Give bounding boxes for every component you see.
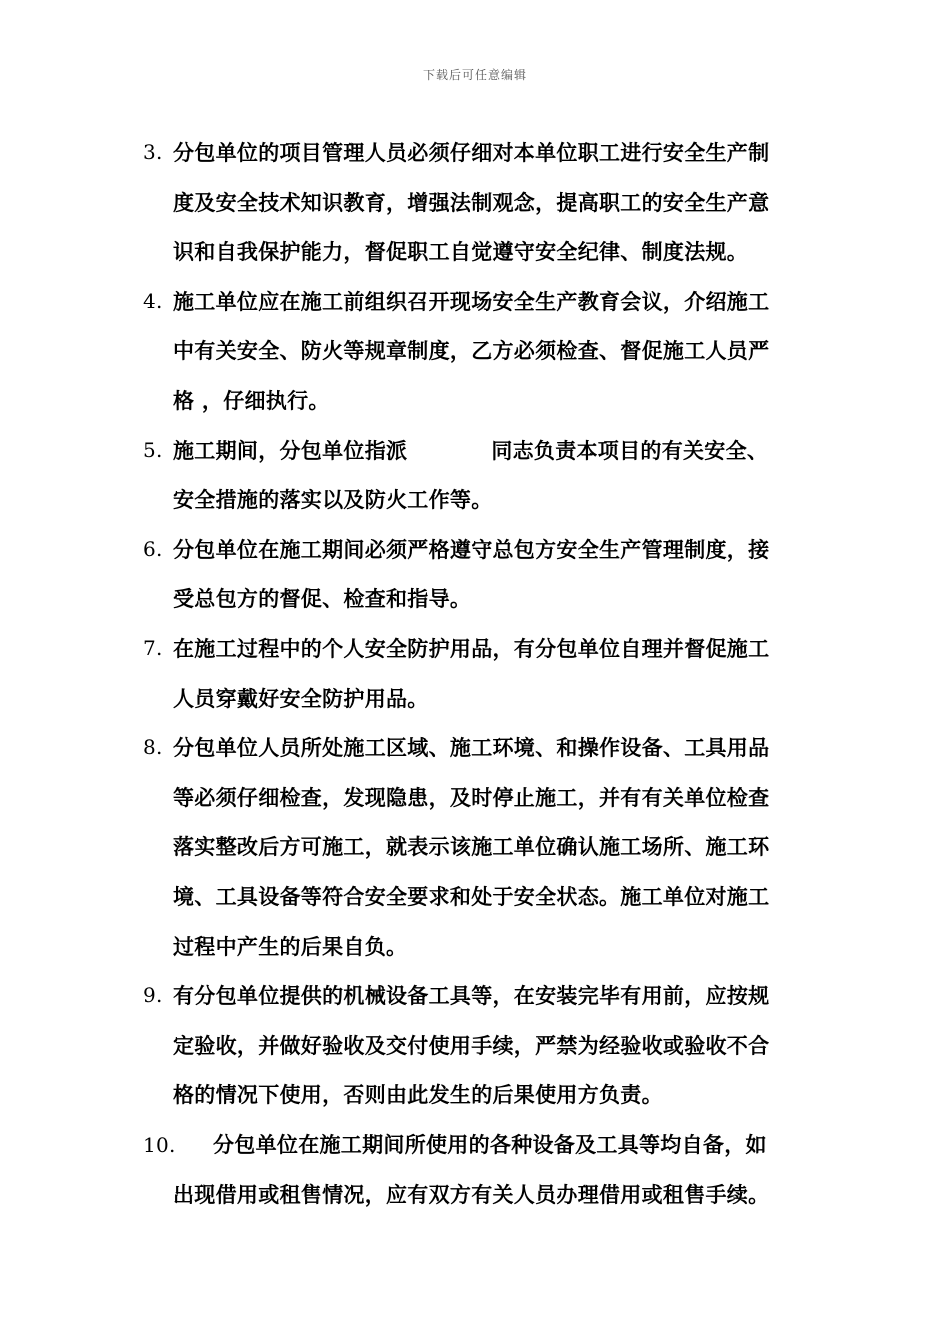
list-item	[143, 723, 808, 971]
list-item	[143, 525, 808, 624]
text-line: 格的情况下使用，否则由此发生的后果使用方负责。	[173, 1082, 663, 1108]
item-number: 5.	[143, 437, 163, 462]
text-segment: 同志负责本项目的有关安全、	[491, 437, 769, 463]
text-line: 分包单位在施工期间必须严格遵守总包方安全生产管理制度，接	[173, 536, 770, 562]
text-line: 落实整改后方可施工，就表示该施工单位确认施工场所、施工环	[173, 834, 770, 860]
list-item	[143, 277, 808, 426]
item-text	[173, 723, 808, 971]
text-line: 有分包单位提供的机械设备工具等，在安装完毕有用前，应按规	[173, 983, 770, 1009]
item-text	[173, 426, 808, 525]
text-line: 安全措施的落实以及防火工作等。	[173, 487, 493, 513]
item-number: 10.	[143, 1132, 176, 1157]
text-line: 等必须仔细检查，发现隐患，及时停止施工，并有有关单位检查	[173, 784, 770, 810]
text-line: 定验收，并做好验收及交付使用手续，严禁为经验收或验收不合	[173, 1032, 770, 1058]
text-segment: 分包单位在施工期间所使用的各种设备及工具等均自备，如	[213, 1131, 767, 1157]
text-line: 中有关安全、防火等规章制度，乙方必须检查、督促施工人员严	[173, 338, 770, 364]
item-text	[173, 128, 808, 277]
item-number: 8.	[143, 735, 163, 760]
text-line: 度及安全技术知识教育，增强法制观念，提高职工的安全生产意	[173, 189, 770, 215]
list-item	[143, 971, 808, 1120]
text-segment: 施工期间，分包单位指派	[173, 437, 408, 463]
item-text	[173, 277, 808, 426]
text-line: 施工单位应在施工前组织召开现场安全生产教育会议，介绍施工	[173, 288, 770, 314]
text-line: 受总包方的督促、检查和指导。	[173, 586, 472, 612]
text-line: 分包单位人员所处施工区域、施工环境、和操作设备、工具用品	[173, 735, 770, 761]
text-line: 过程中产生的后果自负。	[173, 933, 408, 959]
text-line: 格 ，仔细执行。	[173, 387, 330, 413]
text-line: 人员穿戴好安全防护用品。	[173, 685, 429, 711]
item-number: 3.	[143, 140, 163, 164]
item-text	[173, 624, 808, 723]
document-body	[143, 128, 808, 1220]
header-note: 下载后可任意编辑	[422, 68, 527, 82]
list-item	[143, 426, 808, 525]
item-text	[173, 525, 808, 624]
text-line: 出现借用或租售情况，应有双方有关人员办理借用或租售手续。	[173, 1182, 770, 1208]
text-line: 分包单位的项目管理人员必须仔细对本单位职工进行安全生产制	[173, 140, 770, 165]
item-text	[143, 1120, 808, 1220]
text-line: 识和自我保护能力，督促职工自觉遵守安全纪律、制度法规。	[173, 239, 749, 265]
item-number: 6.	[143, 536, 163, 561]
text-line: 在施工过程中的个人安全防护用品，有分包单位自理并督促施工	[173, 635, 770, 661]
item-number: 9.	[143, 983, 163, 1008]
list-item	[143, 128, 808, 277]
text-line: 境、工具设备等符合安全要求和处于安全状态。施工单位对施工	[173, 883, 770, 909]
text-line	[173, 426, 808, 476]
list-item	[143, 1120, 808, 1220]
item-text	[173, 971, 808, 1120]
text-line	[143, 1120, 808, 1171]
item-number: 7.	[143, 635, 163, 660]
item-number: 4.	[143, 288, 163, 313]
list-item	[143, 624, 808, 723]
